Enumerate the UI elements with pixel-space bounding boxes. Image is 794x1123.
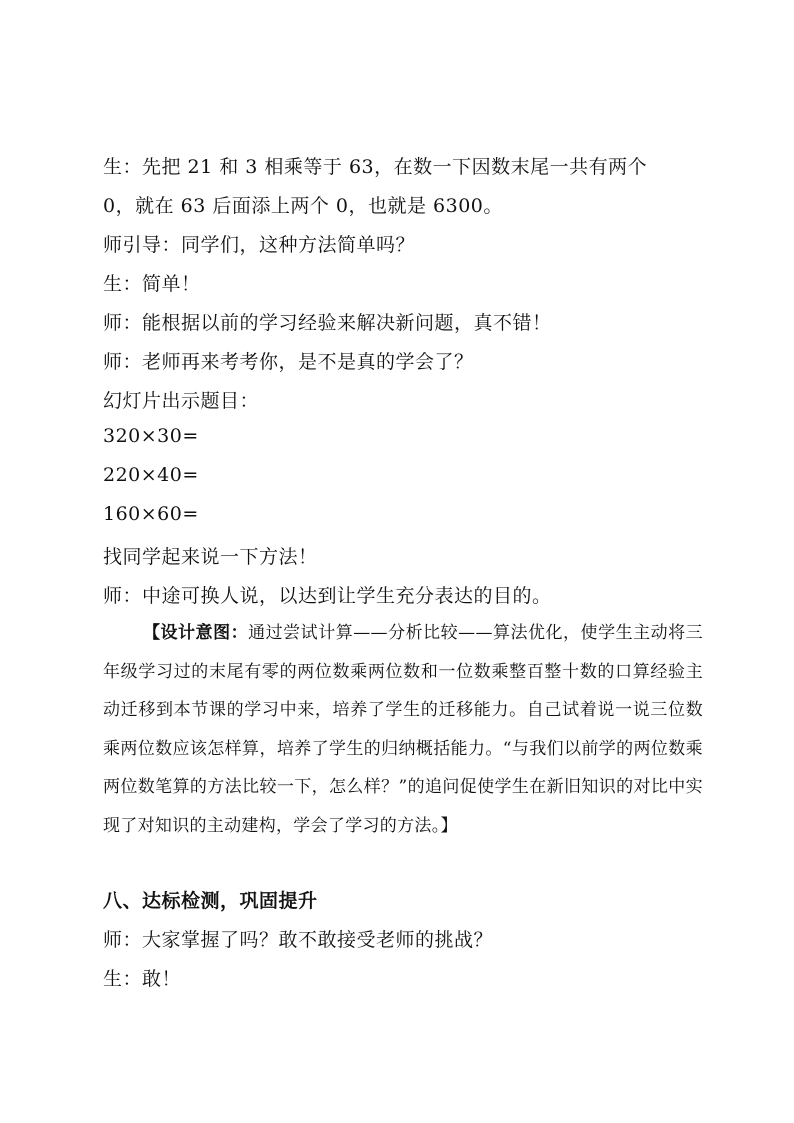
text-line: 0，就在 63 后面添上两个 0，也就是 6300。	[103, 195, 503, 217]
text-line: 幻灯片出示题目：	[103, 390, 260, 412]
text-line: 生：敢！	[103, 968, 182, 990]
text-line: 找同学起来说一下方法！	[103, 546, 318, 568]
text-line: 师：中途可换人说，以达到让学生充分表达的目的。	[103, 585, 552, 607]
design-intent-label: 【设计意图：	[143, 623, 249, 643]
text-line: 师引导：同学们，这种方法简单吗？	[103, 234, 416, 256]
design-intent-body: 通过尝试计算——分析比较——算法优化，使学生主动将三年级学习过的末尾有零的两位数乘两位数和一位数乘整百整十数的口算经验主动迁移到本节课的学习中来，培养了学生的迁移能力。自己试着说一说三位数乘两位数应该怎样算，培养了学生的归纳概括能力。“与我们以前学的两位数乘两位数笔算的方法比较一下，怎么样？”的追问促使学生在新旧知识的对比中实现了对知识的主动建构，学会了学习的方法。】	[103, 623, 703, 836]
math-problem: 320×30=	[103, 425, 199, 447]
text-line: 师：大家掌握了吗？敢不敢接受老师的挑战？	[103, 929, 494, 951]
text-line: 师：能根据以前的学习经验来解决新问题，真不错！	[103, 312, 552, 334]
math-problem: 220×40=	[103, 464, 199, 486]
text-line: 生：简单！	[103, 273, 201, 295]
design-intent-paragraph	[103, 614, 703, 845]
math-problem: 160×60=	[103, 503, 199, 525]
section-heading: 八、达标检测，巩固提升	[103, 890, 318, 912]
text-line: 师：老师再来考考你，是不是真的学会了？	[103, 351, 474, 373]
text-line: 生：先把 21 和 3 相乘等于 63，在数一下因数末尾一共有两个	[103, 156, 648, 178]
